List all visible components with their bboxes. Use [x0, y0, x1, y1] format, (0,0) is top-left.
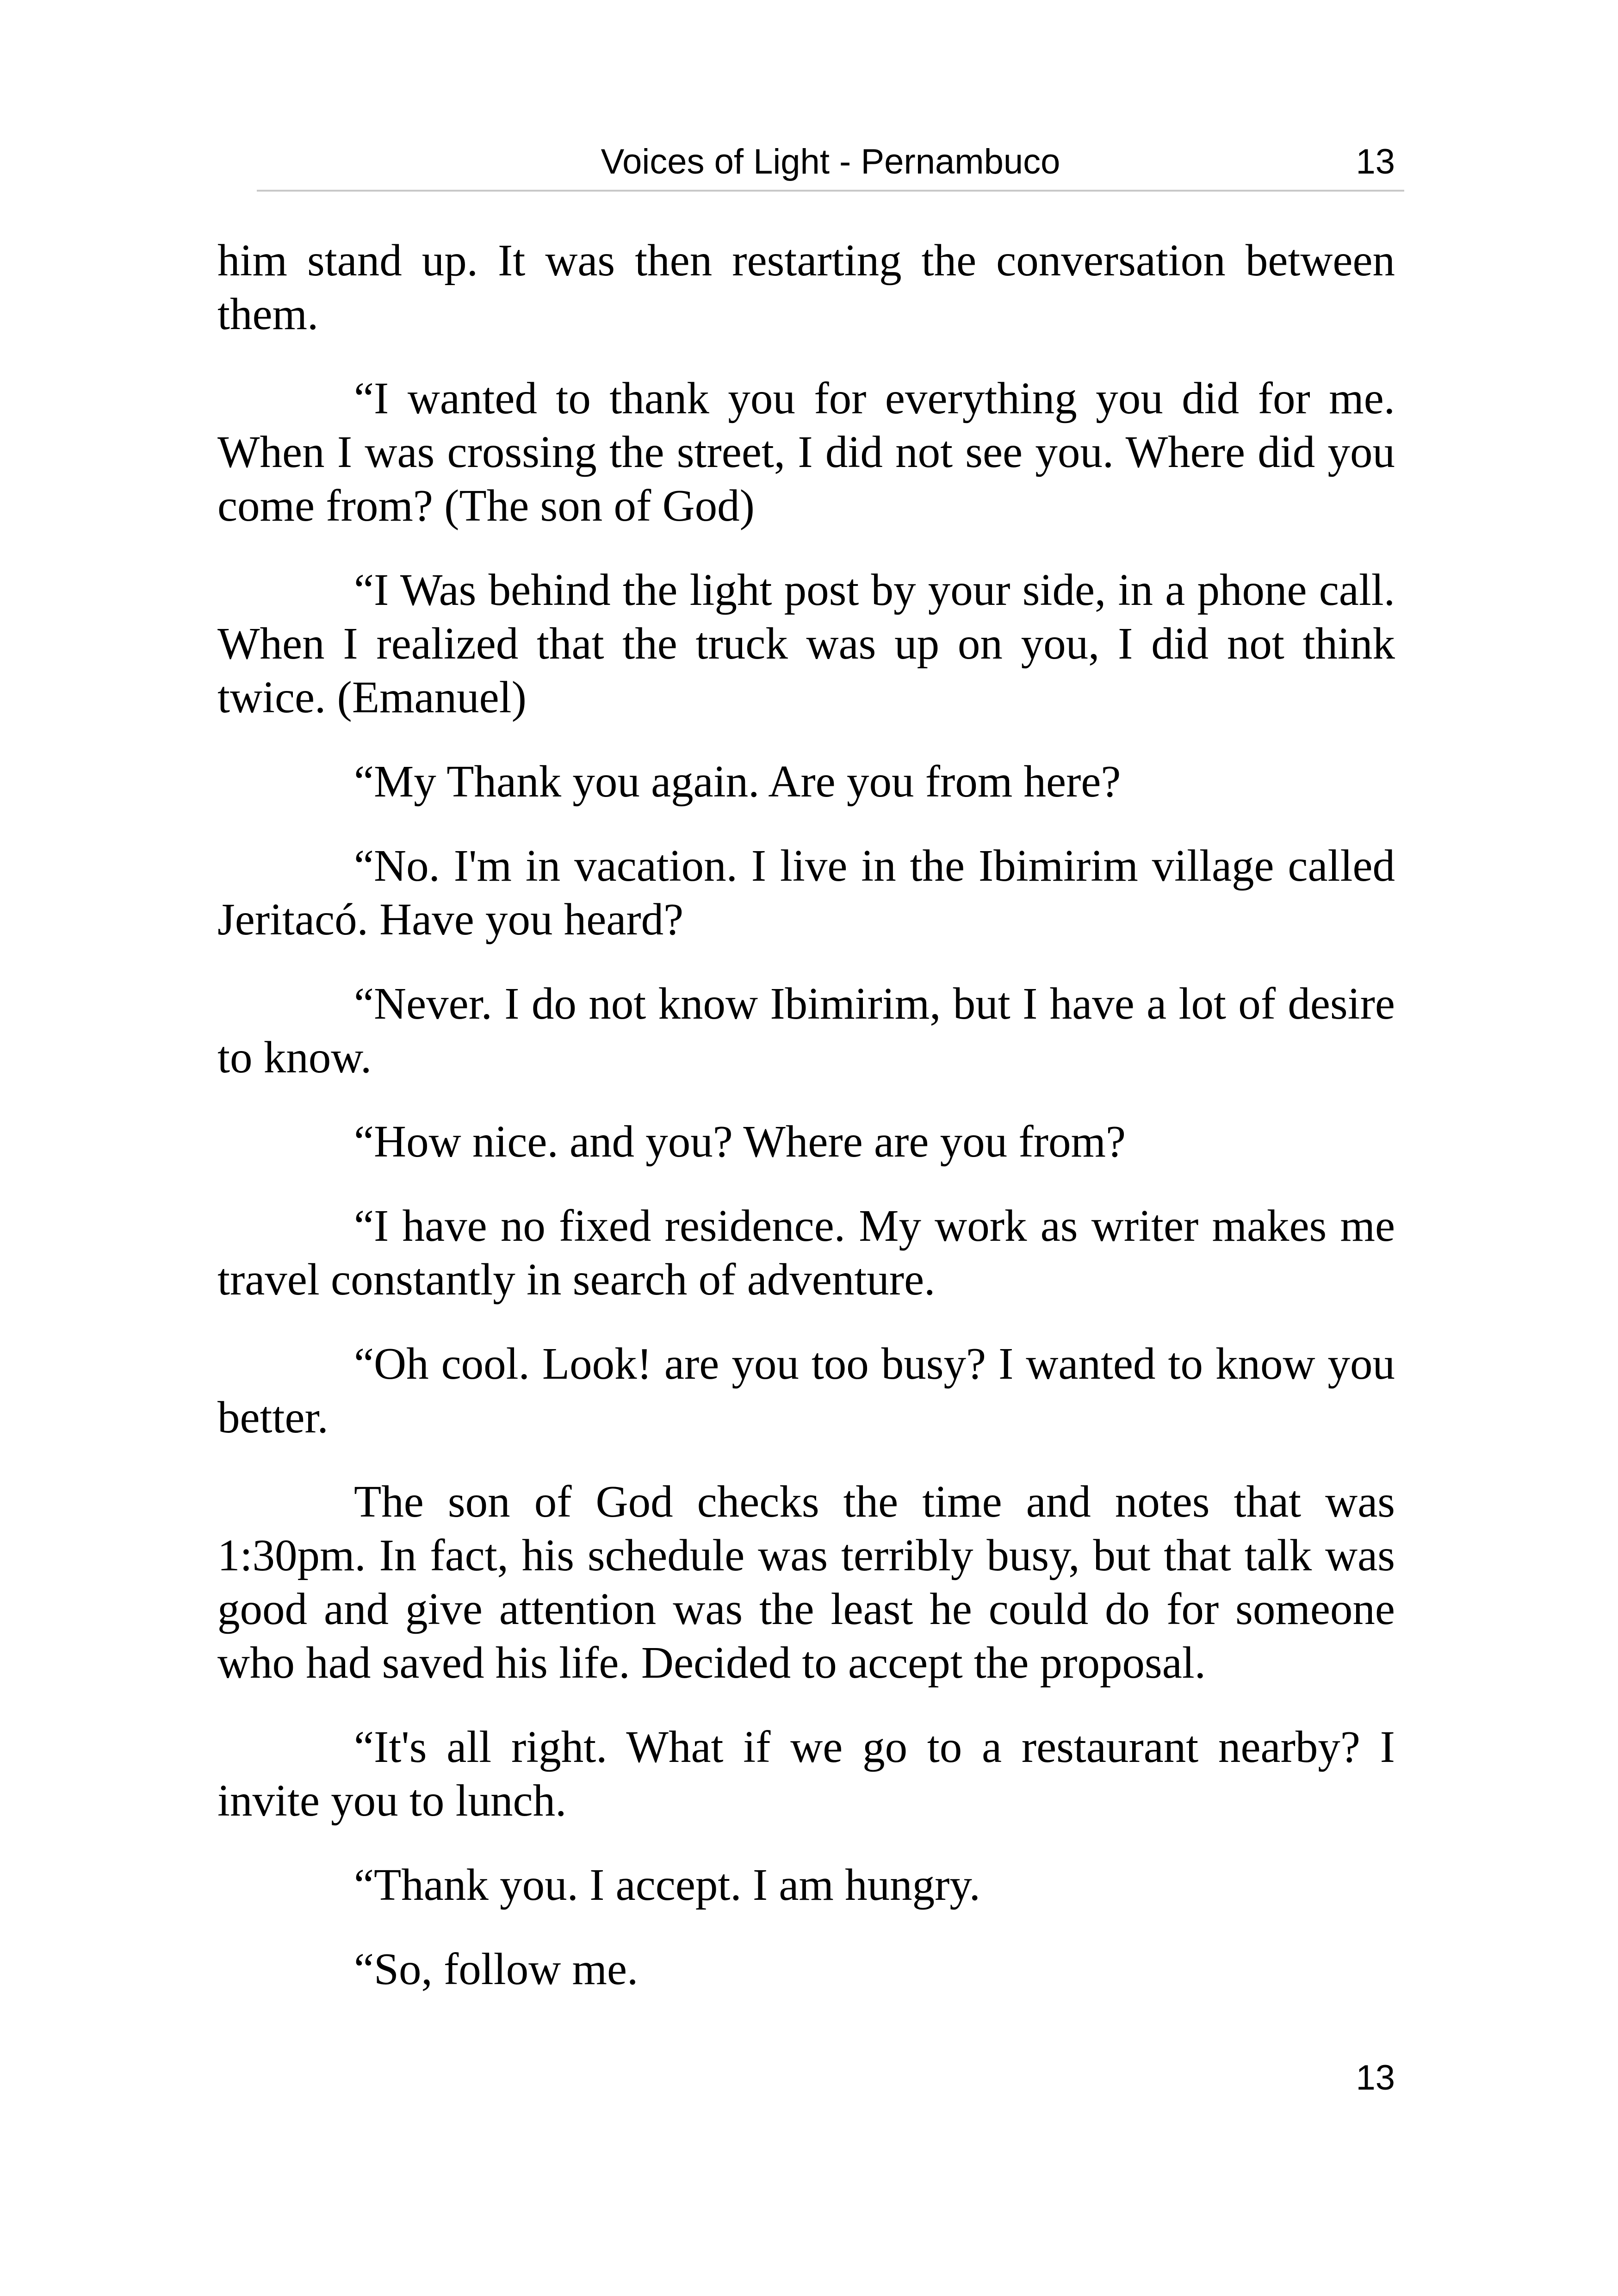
body-text	[217, 234, 1395, 2027]
narrative-paragraph: The son of God checks the time and notes that was 1:30pm. In fact, his schedule was terribly busy, but that talk was good and give attention was the least he could do for someone who had saved his life. Decided to accept the proposal.	[217, 1477, 1395, 1687]
dialogue-paragraph: “Never. I do not know Ibimirim, but I have a lot of desire to know.	[217, 979, 1395, 1082]
header-page-number: 13	[1356, 142, 1395, 181]
dialogue-paragraph: “It's all right. What if we go to a restaurant nearby? I invite you to lunch.	[217, 1722, 1395, 1825]
dialogue-paragraph: “So, follow me.	[354, 1944, 639, 1994]
dialogue-paragraph: “Oh cool. Look! are you too busy? I wanted to know you better.	[217, 1339, 1395, 1442]
dialogue-paragraph: “No. I'm in vacation. I live in the Ibimirim village called Jeritacó. Have you heard?	[217, 841, 1395, 944]
dialogue-paragraph: “I wanted to thank you for everything you did for me. When I was crossing the street, I did not see you. Where did you come from? (The son of God)	[217, 373, 1395, 530]
dialogue-paragraph: “Thank you. I accept. I am hungry.	[354, 1860, 980, 1910]
footer-page-number: 13	[1356, 2058, 1395, 2097]
dialogue-paragraph: “I have no fixed residence. My work as writer makes me travel constantly in search of adventure.	[217, 1201, 1395, 1304]
running-header	[257, 139, 1404, 192]
book-title: Voices of Light - Pernambuco	[601, 142, 1060, 181]
paragraph-continuation: him stand up. It was then restarting the conversation between them.	[217, 236, 1395, 339]
dialogue-paragraph: “My Thank you again. Are you from here?	[354, 757, 1121, 806]
dialogue-paragraph: “I Was behind the light post by your side, in a phone call. When I realized that the truck was up on you, I did not think twice. (Emanuel)	[217, 565, 1395, 722]
dialogue-paragraph: “How nice. and you? Where are you from?	[354, 1117, 1126, 1166]
